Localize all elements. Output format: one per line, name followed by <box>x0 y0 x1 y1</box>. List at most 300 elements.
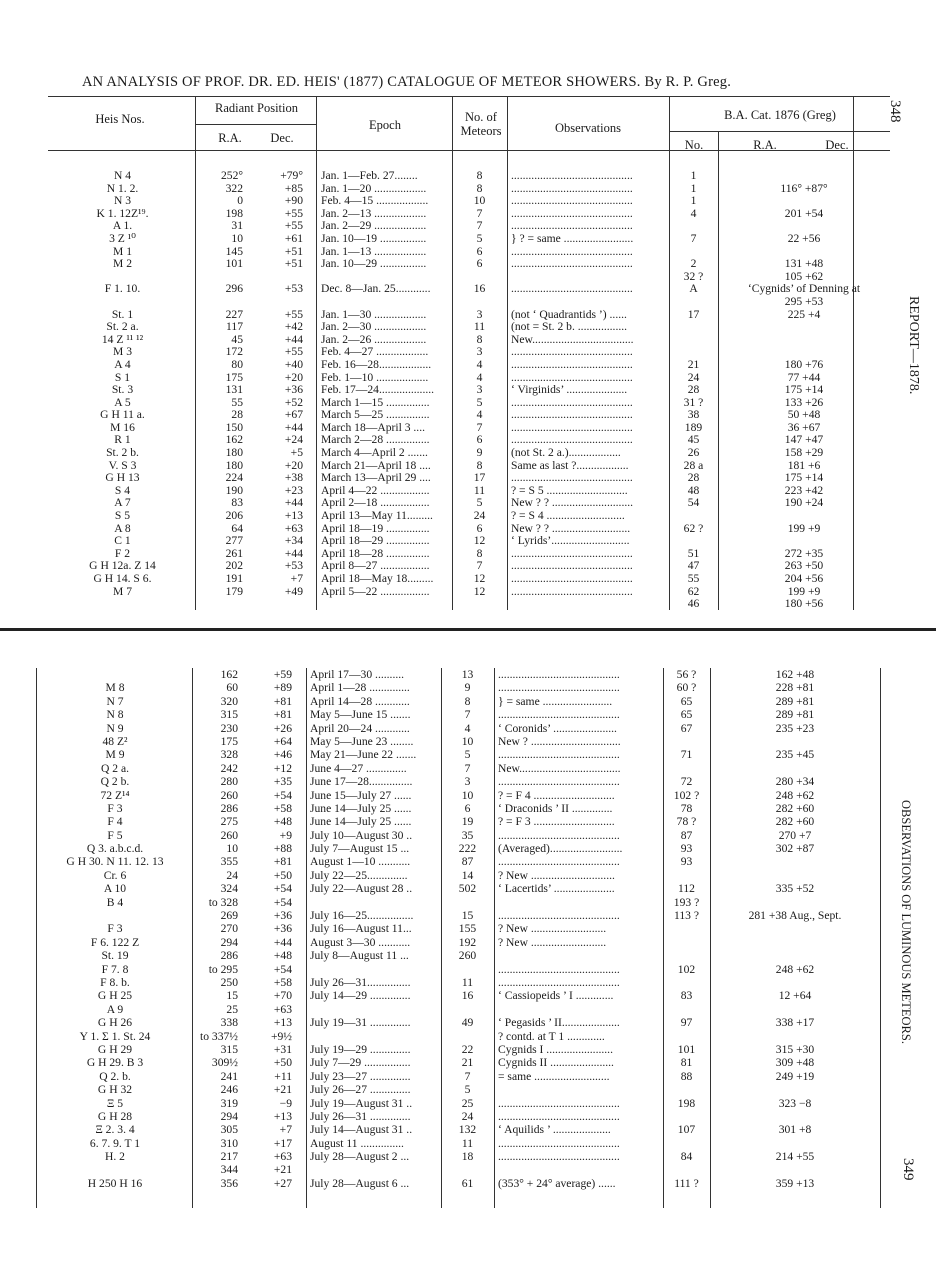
meteor-count: 10 <box>461 735 474 748</box>
ba-no: 198 <box>677 1097 696 1110</box>
ba-no <box>663 1111 710 1124</box>
epoch: August 3—30 ........... <box>310 936 411 949</box>
radiant-ra: 260 <box>220 789 238 802</box>
epoch: May 5—June 15 ....... <box>310 709 411 722</box>
heis-no: G H 25 <box>97 990 133 1003</box>
meteor-count: 132 <box>458 1124 477 1137</box>
meteor-count: 7 <box>464 1070 471 1083</box>
epoch <box>306 964 441 977</box>
radiant-dec: +34 <box>284 535 303 548</box>
radiant-ra: 280 <box>220 776 238 789</box>
table-row <box>38 870 880 883</box>
meteor-count: 3 <box>476 384 483 397</box>
radiant-dec: +17 <box>273 1137 292 1150</box>
ba-no: 97 <box>680 1017 693 1030</box>
radiant-dec: +27 <box>273 1177 292 1190</box>
ba-no: 1 <box>690 170 697 182</box>
ba-no: 45 <box>687 434 700 447</box>
radiant-dec: +24 <box>284 434 303 447</box>
radiant-dec: +58 <box>273 802 292 815</box>
radiant-dec: +63 <box>284 522 303 535</box>
heis-no: H. 2 <box>105 1151 125 1164</box>
observation: ? = F 4 ............................ <box>498 789 615 802</box>
radiant-ra: 10 <box>226 843 238 856</box>
radiant-dec: +70 <box>273 990 292 1003</box>
table-row <box>50 460 890 473</box>
table-row <box>50 573 890 586</box>
epoch: Jan. 1—20 .................. <box>321 182 427 195</box>
heis-no: St. 2 b. <box>106 447 139 460</box>
radiant-dec: +44 <box>284 333 303 346</box>
radiant-dec: +7 <box>290 573 303 585</box>
radiant-dec: +81 <box>273 709 292 722</box>
heis-no: St. 1 <box>111 308 134 321</box>
observation: Cygnids II ...................... <box>498 1057 614 1070</box>
meteor-count: 6 <box>464 802 471 815</box>
radiant-dec: +63 <box>273 1003 292 1016</box>
meteor-count: 12 <box>473 573 486 585</box>
ba-position: 175 +14 <box>784 472 824 485</box>
epoch <box>306 897 441 910</box>
heis-no: F 1. 10. <box>104 283 141 296</box>
running-head-top: REPORT—1878. <box>906 296 921 395</box>
heis-no: M 2 <box>112 258 132 271</box>
table-row <box>38 1164 880 1177</box>
ba-no: 1 <box>690 182 697 195</box>
radiant-dec: +54 <box>273 896 292 909</box>
epoch: Jan. 1—Feb. 27........ <box>321 170 418 182</box>
heis-no: Q 3. a.b.c.d. <box>86 843 144 856</box>
observation: .......................................... <box>498 829 620 842</box>
heis-no: G H 29 <box>97 1043 133 1056</box>
epoch: July 22—August 28 .. <box>310 883 413 896</box>
radiant-dec: +48 <box>273 816 292 829</box>
epoch: April 18—28 ............... <box>321 547 430 560</box>
meteor-count: 192 <box>458 936 477 949</box>
table-row <box>38 950 880 963</box>
ba-position: 263 +50 <box>784 560 824 573</box>
meteor-count: 7 <box>464 709 471 722</box>
ba-no: 54 <box>687 497 700 510</box>
ba-position: 338 +17 <box>775 1017 815 1030</box>
col-rule-b0 <box>36 668 37 1208</box>
ba-no: 102 ? <box>673 789 700 802</box>
col-meteors: No. of Meteors <box>460 110 502 138</box>
table-row <box>50 321 890 334</box>
table-row <box>50 510 890 523</box>
radiant-ra: 83 <box>231 497 243 510</box>
meteor-count: 12 <box>473 535 486 548</box>
col-radiant: Radiant Position <box>215 101 298 115</box>
epoch: April 4—22 ................. <box>321 484 430 497</box>
table-row <box>50 586 890 599</box>
observation: (not = St. 2 b. ................. <box>511 321 628 334</box>
meteor-count: 4 <box>464 722 471 735</box>
catalogue-table-top <box>50 170 890 611</box>
ba-position: 181 +6 <box>787 459 821 472</box>
table-row <box>38 923 880 936</box>
header-rule-radiant <box>196 124 317 125</box>
epoch: July 16—25................ <box>310 910 414 923</box>
ba-no: 189 <box>684 421 703 434</box>
ba-position <box>718 195 890 208</box>
heis-no: 48 Z² <box>102 735 128 748</box>
ba-no <box>669 346 718 359</box>
ba-no <box>663 763 710 776</box>
table-row <box>38 803 880 816</box>
heis-no: F 6. 122 Z <box>90 936 140 949</box>
ba-position <box>710 1138 880 1151</box>
observation <box>507 598 669 611</box>
observation: .......................................... <box>498 963 620 976</box>
radiant-dec: +63 <box>273 1151 292 1164</box>
epoch: June 4—27 .............. <box>310 762 407 775</box>
heis-no: F 3 <box>107 802 123 815</box>
table-row <box>50 346 890 359</box>
epoch: July 19—29 .............. <box>310 1043 411 1056</box>
epoch: March 21—April 18 .... <box>321 459 431 472</box>
table-row <box>38 1057 880 1070</box>
table-row <box>50 497 890 510</box>
heis-no: F 3 <box>107 923 123 936</box>
observation: .......................................... <box>498 709 620 722</box>
meteor-count: 11 <box>473 321 486 334</box>
radiant-dec: +50 <box>273 869 292 882</box>
table-row <box>38 1084 880 1097</box>
observation: .......................................... <box>511 396 633 409</box>
ba-position: 248 +62 <box>775 789 815 802</box>
radiant-dec: +42 <box>284 321 303 334</box>
observation: New ? ............................... <box>498 735 621 748</box>
ba-position: 180 +76 <box>784 358 824 371</box>
observation: .......................................... <box>498 749 620 762</box>
ba-position: 248 +62 <box>775 963 815 976</box>
table-row <box>50 560 890 573</box>
ba-position: 133 +26 <box>784 396 824 409</box>
radiant-ra: 261 <box>225 547 243 560</box>
radiant-dec: +31 <box>273 1043 292 1056</box>
observation: ? New ............................. <box>498 869 615 882</box>
epoch: March 4—April 2 ....... <box>321 447 428 460</box>
observation: .......................................... <box>511 434 633 447</box>
observation: New ? ? ........................... <box>511 522 631 535</box>
epoch <box>317 598 452 611</box>
observation: (not ‘ Quadrantids ’) ...... <box>511 308 627 321</box>
table-row <box>50 397 890 410</box>
epoch: June 14—July 25 ...... <box>310 816 412 829</box>
col-ra: R.A. <box>218 131 242 145</box>
ba-position <box>710 1164 880 1177</box>
ba-no: 2 <box>690 258 697 271</box>
radiant-dec: +55 <box>284 220 303 233</box>
ba-position: 289 +81 <box>775 695 815 708</box>
meteor-count: 7 <box>476 560 483 573</box>
observation: ? contd. at T 1 ............. <box>498 1030 605 1043</box>
radiant-dec: +48 <box>273 950 292 963</box>
ba-position <box>718 246 890 259</box>
radiant-ra <box>195 598 253 611</box>
ba-no: 28 a <box>683 459 704 472</box>
table-row <box>38 1138 880 1151</box>
radiant-ra: 324 <box>220 883 238 896</box>
ba-no: 62 <box>687 585 700 598</box>
ba-no: 78 <box>680 802 693 815</box>
meteor-count: 222 <box>458 843 477 856</box>
ba-position: 282 +60 <box>775 802 815 815</box>
radiant-ra: 145 <box>225 245 243 258</box>
ba-position <box>710 897 880 910</box>
epoch: July 23—27 .............. <box>310 1070 411 1083</box>
radiant-dec: +5 <box>290 447 303 460</box>
meteor-count: 155 <box>458 923 477 936</box>
table-row <box>50 422 890 435</box>
col-rule-b7 <box>880 668 881 1208</box>
epoch: July 28—August 6 ... <box>310 1177 410 1190</box>
radiant-ra: 309½ <box>211 1057 238 1070</box>
ba-position: 223 +42 <box>784 484 824 497</box>
epoch: Jan. 10—29 ................ <box>321 258 427 271</box>
observation: .......................................... <box>511 182 633 195</box>
heis-no: G H 12a. Z 14 <box>89 560 156 573</box>
heis-no <box>50 296 195 309</box>
table-row <box>38 816 880 829</box>
ba-position: 175 +14 <box>784 384 824 397</box>
ba-no <box>663 950 710 963</box>
ba-position: 270 +7 <box>778 829 812 842</box>
table-row <box>50 384 890 397</box>
ba-position: 282 +60 <box>775 816 815 829</box>
observation: .......................................... <box>498 669 620 681</box>
meteor-count: 11 <box>461 1137 474 1150</box>
ba-position <box>718 334 890 347</box>
radiant-dec: +64 <box>273 735 292 748</box>
ba-position: 235 +45 <box>775 749 815 762</box>
ba-no: 193 ? <box>673 896 700 909</box>
radiant-ra: 286 <box>220 802 238 815</box>
ba-no <box>663 1084 710 1097</box>
heis-no: N 9 <box>106 722 124 735</box>
radiant-dec: +89 <box>273 682 292 695</box>
observation: ‘ Draconids ’ II .............. <box>498 802 613 815</box>
meteor-count: 502 <box>458 883 477 896</box>
radiant-dec: +49 <box>284 585 303 598</box>
radiant-ra: 275 <box>220 816 238 829</box>
heis-no: St. 19 <box>101 950 129 963</box>
observation: .......................................... <box>498 910 620 923</box>
ba-position: 235 +23 <box>775 722 815 735</box>
radiant-ra: 217 <box>220 1151 238 1164</box>
ba-position <box>710 736 880 749</box>
meteor-count: 61 <box>461 1177 474 1190</box>
epoch: March 5—25 ............... <box>321 409 430 422</box>
heis-no: V. S 3 <box>108 459 137 472</box>
table-row <box>38 1017 880 1030</box>
meteor-count: 17 <box>473 472 486 485</box>
heis-no: M 9 <box>105 749 125 762</box>
meteor-count <box>452 296 507 309</box>
radiant-ra: 250 <box>220 976 238 989</box>
heis-no <box>38 669 192 682</box>
meteor-count: 12 <box>473 585 486 598</box>
meteor-count: 19 <box>461 816 474 829</box>
table-row <box>38 830 880 843</box>
radiant-dec: +51 <box>284 245 303 258</box>
table-row <box>50 548 890 561</box>
meteor-count: 11 <box>461 976 474 989</box>
meteor-count <box>441 1031 494 1044</box>
ba-no: 24 <box>687 371 700 384</box>
ba-position <box>710 1084 880 1097</box>
observation: ? = F 3 ............................ <box>498 816 615 829</box>
heis-no: M 7 <box>112 585 132 598</box>
ba-position: 201 +54 <box>784 207 824 220</box>
radiant-dec: +20 <box>284 371 303 384</box>
radiant-ra: 356 <box>220 1177 238 1190</box>
table-row <box>38 723 880 736</box>
heis-no: A 1. <box>112 220 133 233</box>
ba-no: 101 <box>677 1043 696 1056</box>
observation: ? New .......................... <box>498 923 607 936</box>
heis-no: 72 Z¹⁴ <box>100 789 130 802</box>
radiant-ra: 162 <box>225 434 243 447</box>
epoch <box>317 271 452 284</box>
heis-no <box>38 1164 192 1177</box>
heis-no: A 7 <box>114 497 131 510</box>
ba-no: 65 <box>680 695 693 708</box>
meteor-count: 7 <box>464 762 471 775</box>
radiant-ra: 246 <box>220 1084 238 1097</box>
observation: .......................................... <box>498 776 620 789</box>
header-rule-ba <box>670 131 890 132</box>
ba-no <box>669 296 718 309</box>
radiant-dec: +59 <box>273 669 292 681</box>
meteor-count: 24 <box>473 510 486 523</box>
heis-no: S 1 <box>114 371 131 384</box>
radiant-ra: 294 <box>220 1110 238 1123</box>
ba-no: 62 ? <box>683 522 704 535</box>
table-row <box>38 910 880 923</box>
radiant-dec: +11 <box>274 1070 292 1083</box>
page-number-top: 348 <box>887 100 903 123</box>
heis-no: M 1 <box>112 245 132 258</box>
radiant-dec: +54 <box>273 789 292 802</box>
ba-no: 48 <box>687 484 700 497</box>
radiant-dec: +46 <box>273 749 292 762</box>
radiant-dec: +79° <box>280 170 303 182</box>
radiant-ra: 101 <box>225 258 243 271</box>
heis-no: Y 1. Σ 1. St. 24 <box>79 1030 151 1043</box>
observation: .......................................... <box>511 346 633 359</box>
meteor-count: 15 <box>461 910 474 923</box>
meteor-count: 14 <box>461 869 474 882</box>
table-row <box>50 283 890 296</box>
ba-no: 28 <box>687 472 700 485</box>
epoch: April 18—19 ............... <box>321 522 430 535</box>
observation: .......................................... <box>511 472 633 485</box>
radiant-dec: +88 <box>273 843 292 856</box>
observation: New................................... <box>511 333 634 346</box>
radiant-ra: 296 <box>225 283 243 296</box>
heis-no: A 8 <box>114 522 131 535</box>
heis-no: H 250 H 16 <box>87 1177 143 1190</box>
ba-no: 81 <box>680 1057 693 1070</box>
ba-no: 55 <box>687 573 700 585</box>
observation: New ? ? ............................ <box>511 497 634 510</box>
meteor-count: 16 <box>461 990 474 1003</box>
meteor-count: 10 <box>473 195 486 208</box>
meteor-count: 5 <box>476 232 483 245</box>
ba-no <box>663 736 710 749</box>
radiant-ra <box>195 271 253 284</box>
radiant-dec: +36 <box>273 923 292 936</box>
radiant-ra: 117 <box>226 321 243 334</box>
meteor-count: 35 <box>461 829 474 842</box>
table-row <box>50 183 890 196</box>
ba-position: 249 +19 <box>775 1070 815 1083</box>
radiant-dec: +9 <box>279 829 292 842</box>
table-row <box>38 1151 880 1164</box>
ba-no: 46 <box>687 598 700 611</box>
table-row <box>50 246 890 259</box>
ba-position: 199 +9 <box>787 522 821 535</box>
meteor-count: 25 <box>461 1097 474 1110</box>
observation: .......................................... <box>511 560 633 573</box>
ba-no <box>669 535 718 548</box>
observation: ‘ Virginids’ ..................... <box>511 384 628 397</box>
radiant-dec: +54 <box>273 883 292 896</box>
heis-no: F 4 <box>107 816 123 829</box>
ba-position: 214 +55 <box>775 1151 815 1164</box>
observation: .......................................... <box>498 1151 620 1164</box>
radiant-ra: 277 <box>225 535 243 548</box>
ba-position: 289 +81 <box>775 709 815 722</box>
observation: .......................................... <box>511 258 633 271</box>
ba-position: 315 +30 <box>775 1043 815 1056</box>
ba-no <box>669 246 718 259</box>
observation: (353° + 24° average) ...... <box>498 1177 616 1190</box>
catalogue-table-bottom <box>38 669 880 1191</box>
ba-position: 359 +13 <box>775 1177 815 1190</box>
ba-position: 280 +34 <box>775 776 815 789</box>
radiant-ra: 180 <box>225 447 243 460</box>
observation: .......................................... <box>498 976 620 989</box>
ba-position <box>710 763 880 776</box>
epoch: March 13—April 29 .... <box>321 472 431 485</box>
observation: .......................................... <box>511 421 633 434</box>
col-ba-dec: Dec. <box>825 138 849 152</box>
meteor-count: 9 <box>464 682 471 695</box>
meteor-count: 18 <box>461 1151 474 1164</box>
table-row <box>50 434 890 447</box>
ba-no: 28 <box>687 384 700 397</box>
epoch: March 1—15 ............... <box>321 396 430 409</box>
epoch: July 22—25.............. <box>310 869 408 882</box>
observation: } = same ........................ <box>498 695 613 708</box>
observation <box>507 271 669 284</box>
table-row <box>38 736 880 749</box>
meteor-count: 4 <box>476 409 483 422</box>
radiant-dec: +20 <box>284 459 303 472</box>
radiant-ra: 270 <box>220 923 238 936</box>
meteor-count: 260 <box>458 950 477 963</box>
epoch: Feb. 17—24................... <box>321 384 435 397</box>
radiant-dec: +54 <box>273 963 292 976</box>
table-row <box>38 990 880 1003</box>
heis-no: G H 26 <box>97 1017 133 1030</box>
epoch: July 7—August 15 ... <box>310 843 410 856</box>
ba-position <box>718 535 890 548</box>
radiant-dec: +9½ <box>270 1030 292 1043</box>
